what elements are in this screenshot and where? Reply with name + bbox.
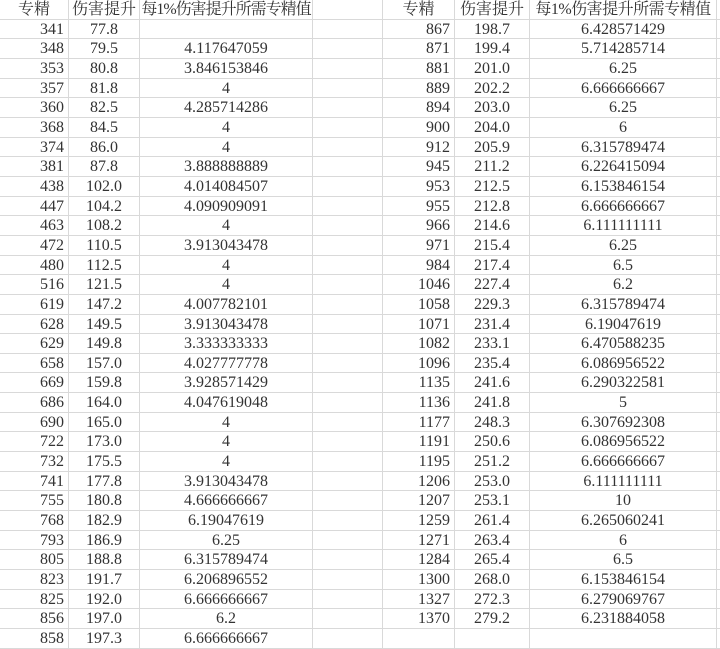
cell-expertise-per-percent-right[interactable]: 6.086956522 [530,432,717,452]
cell-expertise-left[interactable]: 360 [0,98,69,118]
cell-expertise-per-percent-left[interactable]: 4 [140,452,313,472]
cell-expertise-right[interactable]: 1191 [383,432,455,452]
gap-column-cell[interactable] [313,197,383,217]
header-damage-boost-left[interactable]: 伤害提升 [69,0,140,20]
cell-expertise-per-percent-left[interactable]: 3.913043478 [140,236,313,256]
cell-expertise-per-percent-left[interactable]: 4.666666667 [140,491,313,511]
header-expertise-per-percent-right[interactable]: 每1%伤害提升所需专精值 [530,0,717,20]
cell-expertise-per-percent-right[interactable]: 6.153846154 [530,177,717,197]
cell-expertise-right[interactable]: 1046 [383,275,455,295]
gap-column-cell[interactable] [313,373,383,393]
cell-expertise-left[interactable]: 447 [0,197,69,217]
cell-expertise-right[interactable]: 881 [383,59,455,79]
cell-damage-boost-left[interactable]: 164.0 [69,393,140,413]
cell-expertise-per-percent-right[interactable]: 10 [530,491,717,511]
gap-column-cell[interactable] [313,315,383,335]
cell-expertise-per-percent-left[interactable]: 4 [140,118,313,138]
cell-damage-boost-right[interactable]: 212.5 [455,177,530,197]
cell-expertise-left[interactable]: 669 [0,373,69,393]
cell-damage-boost-right[interactable]: 217.4 [455,256,530,276]
cell-expertise-left[interactable]: 768 [0,511,69,531]
cell-expertise-right[interactable]: 1058 [383,295,455,315]
gap-column-cell[interactable] [313,20,383,40]
gap-column-cell[interactable] [313,157,383,177]
cell-damage-boost-right[interactable]: 279.2 [455,609,530,629]
cell-expertise-left[interactable]: 619 [0,295,69,315]
cell-expertise-left[interactable]: 722 [0,432,69,452]
cell-expertise-left[interactable]: 793 [0,531,69,551]
cell-expertise-left[interactable]: 381 [0,157,69,177]
cell-damage-boost-left[interactable]: 180.8 [69,491,140,511]
cell-expertise-per-percent-left[interactable]: 3.913043478 [140,472,313,492]
cell-damage-boost-left[interactable]: 165.0 [69,413,140,433]
cell-damage-boost-right[interactable]: 253.0 [455,472,530,492]
cell-expertise-per-percent-left[interactable] [140,20,313,40]
cell-damage-boost-left[interactable]: 182.9 [69,511,140,531]
cell-damage-boost-right[interactable]: 231.4 [455,315,530,335]
gap-column-cell[interactable] [313,452,383,472]
cell-damage-boost-left[interactable]: 173.0 [69,432,140,452]
cell-damage-boost-left[interactable]: 81.8 [69,79,140,99]
cell-damage-boost-left[interactable]: 191.7 [69,570,140,590]
cell-expertise-right[interactable]: 1370 [383,609,455,629]
gap-column-cell[interactable] [313,354,383,374]
cell-expertise-per-percent-left[interactable]: 4.007782101 [140,295,313,315]
cell-damage-boost-left[interactable]: 159.8 [69,373,140,393]
cell-expertise-per-percent-right[interactable]: 6.470588235 [530,334,717,354]
cell-expertise-per-percent-right[interactable]: 6.428571429 [530,20,717,40]
cell-expertise-right[interactable]: 889 [383,79,455,99]
cell-expertise-right[interactable]: 1136 [383,393,455,413]
empty-cell[interactable] [455,629,530,649]
cell-damage-boost-left[interactable]: 197.0 [69,609,140,629]
cell-damage-boost-right[interactable]: 265.4 [455,550,530,570]
cell-damage-boost-right[interactable]: 203.0 [455,98,530,118]
header-damage-boost-right[interactable]: 伤害提升 [455,0,530,20]
cell-expertise-left[interactable]: 438 [0,177,69,197]
cell-expertise-right[interactable]: 1177 [383,413,455,433]
cell-damage-boost-left[interactable]: 147.2 [69,295,140,315]
cell-expertise-per-percent-left[interactable]: 4 [140,256,313,276]
cell-damage-boost-right[interactable]: 202.2 [455,79,530,99]
cell-expertise-per-percent-left[interactable]: 4.090909091 [140,197,313,217]
cell-expertise-right[interactable]: 1327 [383,590,455,610]
cell-damage-boost-right[interactable]: 261.4 [455,511,530,531]
gap-column-cell[interactable] [313,511,383,531]
cell-damage-boost-left[interactable]: 87.8 [69,157,140,177]
cell-expertise-left[interactable]: 858 [0,629,69,649]
gap-column-cell[interactable] [313,0,383,20]
gap-column-cell[interactable] [313,138,383,158]
cell-expertise-per-percent-right[interactable]: 6.666666667 [530,197,717,217]
cell-damage-boost-right[interactable]: 229.3 [455,295,530,315]
gap-column-cell[interactable] [313,59,383,79]
cell-damage-boost-left[interactable]: 197.3 [69,629,140,649]
cell-expertise-per-percent-right[interactable]: 6.111111111 [530,472,717,492]
cell-damage-boost-right[interactable]: 211.2 [455,157,530,177]
cell-expertise-right[interactable]: 1071 [383,315,455,335]
cell-damage-boost-right[interactable]: 201.0 [455,59,530,79]
cell-expertise-left[interactable]: 472 [0,236,69,256]
header-expertise-right[interactable]: 专精 [383,0,455,20]
cell-expertise-right[interactable]: 1096 [383,354,455,374]
cell-damage-boost-right[interactable]: 272.3 [455,590,530,610]
cell-expertise-per-percent-right[interactable]: 5.714285714 [530,39,717,59]
gap-column-cell[interactable] [313,472,383,492]
cell-expertise-left[interactable]: 690 [0,413,69,433]
cell-expertise-per-percent-left[interactable]: 4 [140,138,313,158]
cell-expertise-per-percent-left[interactable]: 6.206896552 [140,570,313,590]
cell-expertise-right[interactable]: 1284 [383,550,455,570]
cell-expertise-right[interactable]: 1082 [383,334,455,354]
cell-expertise-per-percent-left[interactable]: 3.913043478 [140,315,313,335]
cell-expertise-right[interactable]: 953 [383,177,455,197]
cell-damage-boost-right[interactable]: 215.4 [455,236,530,256]
gap-column-cell[interactable] [313,609,383,629]
cell-expertise-per-percent-right[interactable]: 6.19047619 [530,315,717,335]
gap-column-cell[interactable] [313,236,383,256]
cell-expertise-right[interactable]: 894 [383,98,455,118]
cell-damage-boost-right[interactable]: 241.8 [455,393,530,413]
cell-expertise-per-percent-left[interactable]: 4 [140,413,313,433]
cell-expertise-left[interactable]: 480 [0,256,69,276]
cell-damage-boost-left[interactable]: 110.5 [69,236,140,256]
cell-expertise-per-percent-left[interactable]: 4.117647059 [140,39,313,59]
cell-expertise-per-percent-left[interactable]: 3.846153846 [140,59,313,79]
cell-damage-boost-left[interactable]: 104.2 [69,197,140,217]
cell-expertise-left[interactable]: 741 [0,472,69,492]
cell-expertise-per-percent-right[interactable]: 6.5 [530,550,717,570]
cell-expertise-per-percent-right[interactable]: 6.2 [530,275,717,295]
gap-column-cell[interactable] [313,256,383,276]
cell-expertise-left[interactable]: 628 [0,315,69,335]
cell-expertise-per-percent-left[interactable]: 4.027777778 [140,354,313,374]
cell-expertise-right[interactable]: 900 [383,118,455,138]
cell-damage-boost-left[interactable]: 82.5 [69,98,140,118]
empty-cell[interactable] [530,629,717,649]
cell-expertise-left[interactable]: 686 [0,393,69,413]
cell-expertise-left[interactable]: 341 [0,20,69,40]
cell-damage-boost-right[interactable]: 253.1 [455,491,530,511]
cell-expertise-per-percent-left[interactable]: 3.928571429 [140,373,313,393]
cell-expertise-left[interactable]: 732 [0,452,69,472]
cell-expertise-per-percent-right[interactable]: 6.666666667 [530,452,717,472]
cell-damage-boost-left[interactable]: 80.8 [69,59,140,79]
cell-damage-boost-right[interactable]: 204.0 [455,118,530,138]
cell-expertise-left[interactable]: 348 [0,39,69,59]
cell-damage-boost-right[interactable]: 205.9 [455,138,530,158]
cell-expertise-per-percent-left[interactable]: 4 [140,79,313,99]
cell-expertise-right[interactable]: 1271 [383,531,455,551]
cell-expertise-per-percent-left[interactable]: 4.014084507 [140,177,313,197]
cell-expertise-left[interactable]: 629 [0,334,69,354]
cell-damage-boost-right[interactable]: 268.0 [455,570,530,590]
cell-expertise-per-percent-left[interactable]: 6.315789474 [140,550,313,570]
cell-damage-boost-right[interactable]: 250.6 [455,432,530,452]
cell-expertise-right[interactable]: 1195 [383,452,455,472]
cell-expertise-per-percent-right[interactable]: 6.5 [530,256,717,276]
cell-expertise-per-percent-left[interactable]: 3.888888889 [140,157,313,177]
cell-expertise-left[interactable]: 825 [0,590,69,610]
cell-expertise-left[interactable]: 856 [0,609,69,629]
cell-expertise-per-percent-right[interactable]: 6 [530,118,717,138]
cell-damage-boost-right[interactable]: 214.6 [455,216,530,236]
cell-expertise-right[interactable]: 1259 [383,511,455,531]
cell-expertise-per-percent-right[interactable]: 6 [530,531,717,551]
cell-damage-boost-right[interactable]: 199.4 [455,39,530,59]
cell-expertise-per-percent-left[interactable]: 6.2 [140,609,313,629]
cell-damage-boost-left[interactable]: 188.8 [69,550,140,570]
gap-column-cell[interactable] [313,629,383,649]
gap-column-cell[interactable] [313,177,383,197]
cell-expertise-left[interactable]: 805 [0,550,69,570]
cell-expertise-left[interactable]: 368 [0,118,69,138]
gap-column-cell[interactable] [313,275,383,295]
cell-damage-boost-right[interactable]: 227.4 [455,275,530,295]
cell-damage-boost-left[interactable]: 149.8 [69,334,140,354]
gap-column-cell[interactable] [313,216,383,236]
gap-column-cell[interactable] [313,393,383,413]
cell-expertise-right[interactable]: 1300 [383,570,455,590]
cell-expertise-per-percent-left[interactable]: 4.047619048 [140,393,313,413]
cell-expertise-per-percent-right[interactable]: 6.111111111 [530,216,717,236]
cell-expertise-right[interactable]: 984 [383,256,455,276]
gap-column-cell[interactable] [313,79,383,99]
cell-damage-boost-left[interactable]: 186.9 [69,531,140,551]
cell-expertise-per-percent-right[interactable]: 6.265060241 [530,511,717,531]
cell-damage-boost-left[interactable]: 149.5 [69,315,140,335]
cell-expertise-left[interactable]: 658 [0,354,69,374]
cell-expertise-per-percent-right[interactable]: 6.25 [530,98,717,118]
cell-damage-boost-left[interactable]: 79.5 [69,39,140,59]
cell-expertise-left[interactable]: 463 [0,216,69,236]
gap-column-cell[interactable] [313,531,383,551]
cell-damage-boost-left[interactable]: 86.0 [69,138,140,158]
cell-expertise-right[interactable]: 867 [383,20,455,40]
cell-expertise-left[interactable]: 353 [0,59,69,79]
cell-expertise-per-percent-left[interactable]: 4 [140,216,313,236]
cell-expertise-right[interactable]: 1206 [383,472,455,492]
cell-expertise-per-percent-left[interactable]: 4 [140,432,313,452]
cell-expertise-per-percent-right[interactable]: 6.25 [530,59,717,79]
cell-expertise-per-percent-left[interactable]: 6.25 [140,531,313,551]
gap-column-cell[interactable] [313,413,383,433]
cell-damage-boost-left[interactable]: 157.0 [69,354,140,374]
cell-expertise-per-percent-left[interactable]: 3.333333333 [140,334,313,354]
cell-damage-boost-right[interactable]: 233.1 [455,334,530,354]
cell-damage-boost-right[interactable]: 248.3 [455,413,530,433]
cell-expertise-per-percent-right[interactable]: 6.307692308 [530,413,717,433]
cell-damage-boost-right[interactable]: 198.7 [455,20,530,40]
header-expertise-per-percent-left[interactable]: 每1%伤害提升所需专精值 [140,0,313,20]
cell-damage-boost-left[interactable]: 108.2 [69,216,140,236]
cell-expertise-per-percent-right[interactable]: 6.153846154 [530,570,717,590]
cell-damage-boost-left[interactable]: 77.8 [69,20,140,40]
cell-expertise-right[interactable]: 955 [383,197,455,217]
gap-column-cell[interactable] [313,118,383,138]
empty-cell[interactable] [383,629,455,649]
cell-expertise-per-percent-right[interactable]: 6.315789474 [530,295,717,315]
cell-expertise-right[interactable]: 966 [383,216,455,236]
gap-column-cell[interactable] [313,550,383,570]
cell-expertise-right[interactable]: 1207 [383,491,455,511]
cell-damage-boost-left[interactable]: 192.0 [69,590,140,610]
cell-damage-boost-left[interactable]: 84.5 [69,118,140,138]
cell-expertise-per-percent-right[interactable]: 6.086956522 [530,354,717,374]
cell-expertise-per-percent-left[interactable]: 6.666666667 [140,590,313,610]
cell-damage-boost-right[interactable]: 241.6 [455,373,530,393]
cell-expertise-left[interactable]: 357 [0,79,69,99]
cell-expertise-right[interactable]: 971 [383,236,455,256]
gap-column-cell[interactable] [313,590,383,610]
gap-column-cell[interactable] [313,491,383,511]
gap-column-cell[interactable] [313,98,383,118]
cell-damage-boost-right[interactable]: 263.4 [455,531,530,551]
cell-damage-boost-right[interactable]: 235.4 [455,354,530,374]
cell-damage-boost-left[interactable]: 121.5 [69,275,140,295]
cell-expertise-per-percent-right[interactable]: 6.231884058 [530,609,717,629]
cell-damage-boost-left[interactable]: 175.5 [69,452,140,472]
cell-expertise-per-percent-left[interactable]: 6.19047619 [140,511,313,531]
cell-expertise-per-percent-right[interactable]: 6.315789474 [530,138,717,158]
cell-damage-boost-left[interactable]: 177.8 [69,472,140,492]
gap-column-cell[interactable] [313,432,383,452]
cell-expertise-left[interactable]: 823 [0,570,69,590]
cell-damage-boost-right[interactable]: 251.2 [455,452,530,472]
cell-expertise-left[interactable]: 374 [0,138,69,158]
cell-expertise-per-percent-right[interactable]: 6.279069767 [530,590,717,610]
cell-expertise-per-percent-right[interactable]: 5 [530,393,717,413]
cell-expertise-per-percent-left[interactable]: 4 [140,275,313,295]
gap-column-cell[interactable] [313,334,383,354]
cell-damage-boost-left[interactable]: 102.0 [69,177,140,197]
gap-column-cell[interactable] [313,570,383,590]
cell-expertise-right[interactable]: 945 [383,157,455,177]
cell-expertise-per-percent-left[interactable]: 6.666666667 [140,629,313,649]
cell-expertise-right[interactable]: 871 [383,39,455,59]
cell-expertise-per-percent-right[interactable]: 6.290322581 [530,373,717,393]
cell-damage-boost-right[interactable]: 212.8 [455,197,530,217]
cell-expertise-per-percent-right[interactable]: 6.666666667 [530,79,717,99]
gap-column-cell[interactable] [313,39,383,59]
header-expertise-left[interactable]: 专精 [0,0,69,20]
cell-damage-boost-left[interactable]: 112.5 [69,256,140,276]
cell-expertise-left[interactable]: 755 [0,491,69,511]
cell-expertise-per-percent-left[interactable]: 4.285714286 [140,98,313,118]
cell-expertise-left[interactable]: 516 [0,275,69,295]
cell-expertise-right[interactable]: 1135 [383,373,455,393]
cell-expertise-per-percent-right[interactable]: 6.25 [530,236,717,256]
cell-expertise-right[interactable]: 912 [383,138,455,158]
gap-column-cell[interactable] [313,295,383,315]
cell-expertise-per-percent-right[interactable]: 6.226415094 [530,157,717,177]
